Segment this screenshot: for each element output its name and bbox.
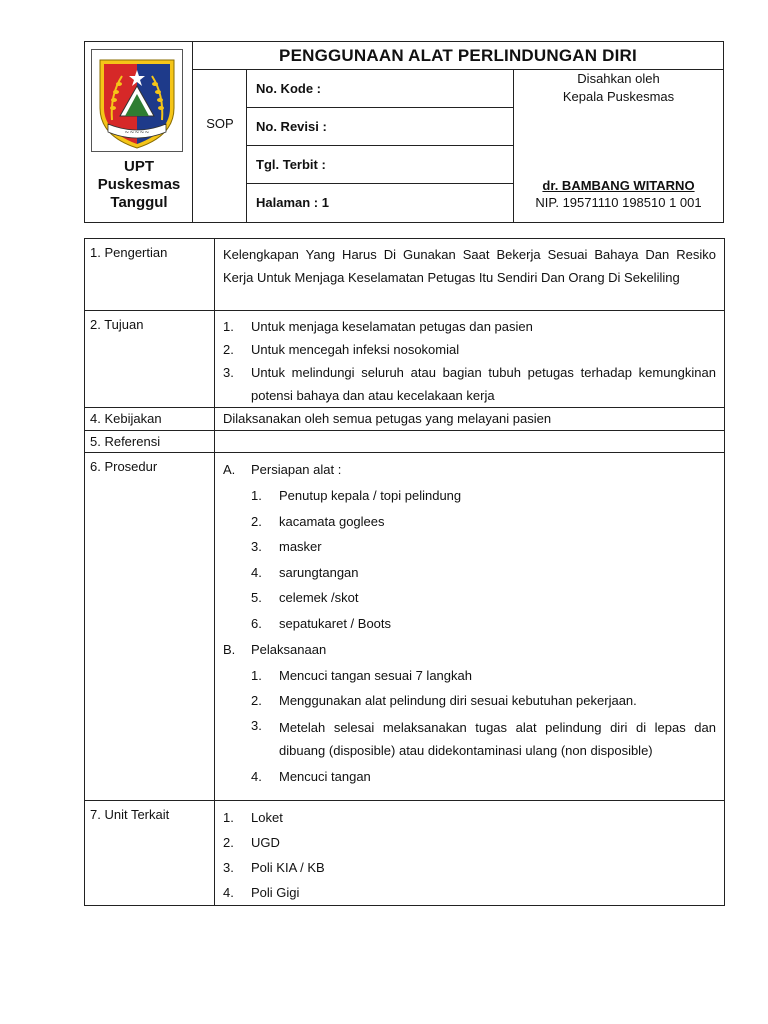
list-item xyxy=(223,509,716,535)
table-row xyxy=(85,453,725,801)
item-text: celemek /skot xyxy=(279,590,359,606)
item-text: sepatukaret / Boots xyxy=(279,615,392,631)
list-item xyxy=(223,880,716,905)
item-number: 3. xyxy=(251,539,262,555)
persiapan-list xyxy=(223,483,716,637)
sop-column xyxy=(193,70,247,222)
logo-column xyxy=(85,42,193,222)
row-label-unit-terkait: 7. Unit Terkait xyxy=(85,801,215,906)
item-number: 3. xyxy=(223,860,234,875)
item-number: 2. xyxy=(251,513,262,529)
approval-line-2: Kepala Puskesmas xyxy=(562,89,675,104)
item-number: 1. xyxy=(223,810,234,825)
item-number: 2. xyxy=(223,835,234,850)
document-title-row xyxy=(193,42,723,70)
sop-content-table xyxy=(84,238,725,906)
unit-name-line-3: Tanggul xyxy=(110,194,168,211)
list-item xyxy=(223,338,716,361)
table-row xyxy=(85,801,725,906)
item-text: Poli KIA / KB xyxy=(251,860,325,875)
list-item xyxy=(223,560,716,586)
list-item xyxy=(223,855,716,880)
row-label-pengertian: 1. Pengertian xyxy=(85,239,215,311)
pelaksanaan-list xyxy=(223,663,716,790)
item-number: 3. xyxy=(223,365,234,380)
table-row xyxy=(85,408,725,431)
row-value-pengertian xyxy=(215,239,725,311)
row-value-unit-terkait xyxy=(215,801,725,906)
field-tgl-terbit: Tgl. Terbit : xyxy=(247,146,514,184)
unit-name-line-1: UPT xyxy=(124,158,154,175)
list-item xyxy=(223,663,716,689)
item-number: 4. xyxy=(251,564,262,580)
section-title: Pelaksanaan xyxy=(251,641,327,657)
row-value-prosedur xyxy=(215,453,725,801)
field-no-kode: No. Kode : xyxy=(247,70,514,108)
section-letter: A. xyxy=(223,462,236,477)
item-number: 6. xyxy=(251,615,262,631)
item-text: Metelah selesai melaksanakan tugas alat pelindung diri di lepas dan dibuang (disposible) atau didekontaminasi ulang (non disposible) xyxy=(279,719,716,758)
row-value-tujuan xyxy=(215,311,725,408)
list-item xyxy=(223,805,716,830)
table-row xyxy=(85,239,725,311)
item-text: Untuk mencegah infeksi nosokomial xyxy=(251,342,460,357)
item-text: Untuk melindungi seluruh atau bagian tubuh petugas terhadap kemungkinan potensi bahaya dan atau kecelakaan kerja xyxy=(251,365,716,403)
approver-nip: NIP. 19571110 198510 1 001 xyxy=(535,195,702,210)
table-row xyxy=(85,311,725,408)
list-item xyxy=(223,714,716,764)
item-number: 1. xyxy=(251,667,262,683)
section-title: Persiapan alat : xyxy=(251,462,342,477)
pengertian-text: Kelengkapan Yang Harus Di Gunakan Saat Bekerja Sesuai Bahaya Dan Resiko Kerja Untuk Menjaga Keselamatan Petugas Itu Sendiri Dan Orang Di Sekeliling xyxy=(223,247,716,285)
list-item xyxy=(223,483,716,509)
row-label-referensi: 5. Referensi xyxy=(85,431,215,453)
item-number: 5. xyxy=(251,590,262,606)
item-number: 3. xyxy=(251,717,262,733)
approval-block xyxy=(514,70,723,222)
item-text: UGD xyxy=(251,835,280,850)
section-pelaksanaan xyxy=(223,637,716,663)
sop-label: SOP xyxy=(206,116,234,131)
approver-name: dr. BAMBANG WITARNO xyxy=(542,178,695,193)
item-text: Penutup kepala / topi pelindung xyxy=(279,488,462,503)
list-item xyxy=(223,688,716,714)
list-item xyxy=(223,611,716,637)
list-item xyxy=(223,534,716,560)
field-no-revisi: No. Revisi : xyxy=(247,108,514,146)
document-title: PENGGUNAAN ALAT PERLINDUNGAN DIRI xyxy=(279,46,637,65)
list-item xyxy=(223,361,716,407)
item-text: Loket xyxy=(251,810,283,825)
unit-name xyxy=(85,158,193,212)
approval-line-1: Disahkan oleh xyxy=(577,71,660,86)
field-halaman: Halaman : 1 xyxy=(247,184,514,222)
item-text: Menggunakan alat pelindung diri sesuai kebutuhan pekerjaan. xyxy=(279,693,637,709)
kebijakan-text: Dilaksanakan oleh semua petugas yang melayani pasien xyxy=(215,408,725,431)
item-text: Untuk menjaga keselamatan petugas dan pasien xyxy=(251,319,533,334)
item-number: 2. xyxy=(223,342,234,357)
referensi-text xyxy=(215,431,725,453)
item-text: Mencuci tangan sesuai 7 langkah xyxy=(279,667,472,683)
list-item xyxy=(223,315,716,338)
row-label-tujuan: 2. Tujuan xyxy=(85,311,215,408)
item-text: sarungtangan xyxy=(279,564,359,580)
section-persiapan-alat xyxy=(223,457,716,483)
emblem-logo xyxy=(91,49,183,152)
unit-name-line-2: Puskesmas xyxy=(97,176,181,193)
item-number: 1. xyxy=(251,488,262,503)
item-number: 4. xyxy=(223,885,234,900)
item-number: 1. xyxy=(223,319,234,334)
item-number: 2. xyxy=(251,693,262,709)
list-item xyxy=(223,830,716,855)
item-text: kacamata goglees xyxy=(279,513,385,529)
row-label-kebijakan: 4. Kebijakan xyxy=(85,408,215,431)
emblem-icon xyxy=(92,50,182,151)
sop-header xyxy=(84,41,724,223)
row-label-prosedur: 6. Prosedur xyxy=(85,453,215,801)
section-letter: B. xyxy=(223,641,236,657)
item-text: Poli Gigi xyxy=(251,885,300,900)
svg-text:~~~~~: ~~~~~ xyxy=(124,129,150,136)
list-item xyxy=(223,764,716,790)
item-text: masker xyxy=(279,539,322,555)
list-item xyxy=(223,585,716,611)
item-number: 4. xyxy=(251,768,262,784)
tujuan-list xyxy=(223,315,716,407)
unit-terkait-list xyxy=(223,805,716,905)
item-text: Mencuci tangan xyxy=(279,768,371,784)
table-row xyxy=(85,431,725,453)
